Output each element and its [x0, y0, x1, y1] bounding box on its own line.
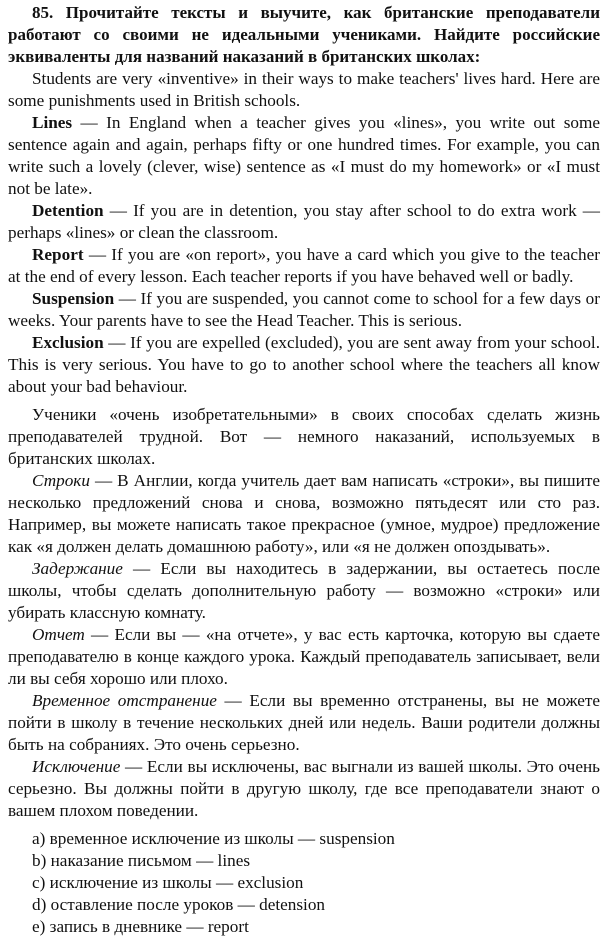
answer-item: a) временное исключение из школы — suspension: [32, 829, 395, 848]
definition: — If you are «on report», you have a card which you give to the teacher at the end of every lesson. Each teacher reports if you have behaved well or badly.: [8, 245, 600, 286]
term: Lines: [32, 113, 73, 132]
term: Report: [32, 245, 84, 264]
answer-item: e) запись в дневнике — report: [32, 917, 249, 936]
term: Строки: [32, 471, 90, 490]
russian-intro: Ученики «очень изобретательными» в своих способах сделать жизнь преподавателей трудной. Вот — немного наказаний, используемых в британских школах.: [8, 405, 600, 468]
english-intro: Students are very «inventive» in their ways to make teachers' lives hard. Here are some punishments used in British schools.: [8, 69, 600, 110]
answer-list: [8, 828, 600, 938]
russian-item-detention: [8, 558, 600, 624]
russian-item-exclusion: [8, 756, 600, 822]
definition: — If you are in detention, you stay after school to do extra work — perhaps «lines» or clean the classroom.: [8, 201, 600, 242]
term: Временное отстранение: [32, 691, 217, 710]
answer-item: d) оставление после уроков — detension: [32, 895, 326, 914]
russian-item-suspension: [8, 690, 600, 756]
russian-translation: [8, 404, 600, 822]
english-item-report: [8, 244, 600, 288]
exercise-title: 85. Прочитайте тексты и выучите, как британские преподаватели работают со своими не идеальными учениками. Найдите российские эквиваленты для названий наказаний в британских школах:: [8, 3, 600, 66]
answer-item: c) исключение из школы — exclusion: [32, 873, 304, 892]
answer-item: b) наказание письмом — lines: [32, 851, 251, 870]
definition: — If you are expelled (excluded), you are sent away from your school. This is very serious. You have to go to another school where the teachers all know about your bad behaviour.: [8, 333, 600, 396]
english-item-suspension: [8, 288, 600, 332]
russian-item-report: [8, 624, 600, 690]
term: Задержание: [32, 559, 123, 578]
definition: — Если вы исключены, вас выгнали из вашей школы. Это очень серьезно. Вы должны пойти в другую школу, где все преподаватели знают о вашем плохом поведении.: [8, 757, 600, 820]
definition: — В Англии, когда учитель дает вам написать «строки», вы пишите несколько предложений снова и снова, возможно пятьдесят или сто раз. Например, вы можете написать такое прекрасное (умное, мудрое) предложение как «я должен делать домашнюю работу», или «я не должен опоздывать».: [8, 471, 600, 556]
english-item-exclusion: [8, 332, 600, 398]
definition: — Если вы — «на отчете», у вас есть карточка, которую вы сдаете преподавателю в конце каждого урока. Каждый преподаватель записывает, вели ли вы себя хорошо или плохо.: [8, 625, 600, 688]
term: Exclusion: [32, 333, 104, 352]
term: Detention: [32, 201, 104, 220]
definition: — If you are suspended, you cannot come to school for a few days or weeks. Your parents have to see the Head Teacher. This is serious.: [8, 289, 600, 330]
english-item-detention: [8, 200, 600, 244]
definition: — Если вы находитесь в задержании, вы остаетесь после школы, чтобы сделать дополнительную работу — возможно «строки» или убирать классную комнату.: [8, 559, 600, 622]
english-text: [8, 68, 600, 398]
term: Отчет: [32, 625, 85, 644]
definition: — In England when a teacher gives you «lines», you write out some sentence again and again, perhaps fifty or one hundred times. For example, you can write such a lovely (clever, wise) sentence as «I must do my homework» or «I must not be late».: [8, 113, 600, 198]
term: Исключение: [32, 757, 121, 776]
russian-item-lines: [8, 470, 600, 558]
english-item-lines: [8, 112, 600, 200]
definition: — Если вы временно отстранены, вы не можете пойти в школу в течение нескольких дней или недель. Ваши родители должны быть на собраниях. Это очень серьезно.: [8, 691, 600, 754]
term: Suspension: [32, 289, 115, 308]
